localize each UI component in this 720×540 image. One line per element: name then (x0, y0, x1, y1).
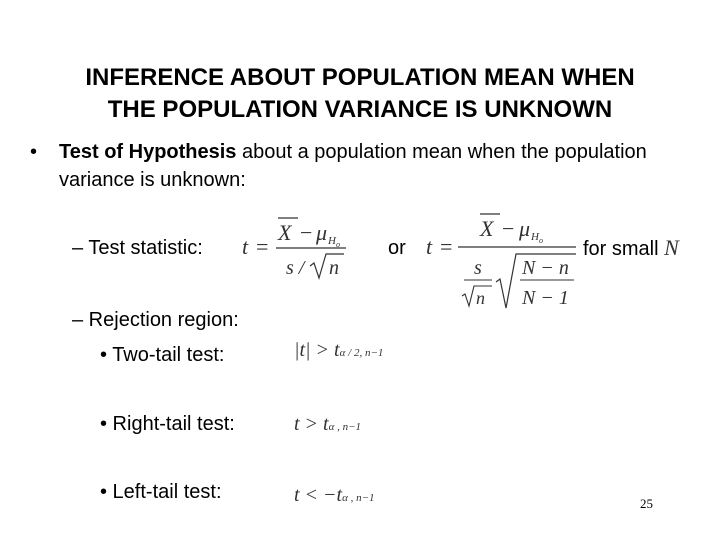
formula2-minus: − (502, 216, 515, 241)
two-tail-formula (294, 338, 383, 365)
rejection-region-label: – Rejection region: (72, 309, 239, 331)
formula-xbar: X (278, 220, 292, 245)
test-statistic-formula (240, 210, 360, 286)
formula-mu: μ (316, 220, 328, 245)
formula-t: t (242, 234, 249, 259)
left-tail-expression: t < −t (294, 484, 343, 506)
title-line-1: INFERENCE ABOUT POPULATION MEAN WHEN (85, 64, 635, 91)
two-tail-label: • Two-tail test: (100, 344, 225, 366)
formula2-mu-sub2: o (539, 236, 543, 245)
formula-equals: = (256, 234, 269, 259)
bullet-marker: • (30, 141, 38, 163)
right-tail-formula (294, 412, 361, 439)
two-tail-subscript: α / 2, n−1 (339, 347, 384, 359)
or-label: or (388, 237, 406, 259)
formula2-t: t (426, 234, 433, 259)
two-tail-expression: |t| > t (294, 339, 340, 361)
left-tail-subscript: α , n−1 (342, 492, 375, 504)
finite-correction-formula (424, 206, 584, 316)
bullet-bold-text: Test of Hypothesis (59, 141, 237, 163)
formula2-N-minus-n: N − n (522, 257, 569, 279)
page-number: 25 (640, 496, 653, 511)
formula2-mu-sub: H (531, 231, 539, 243)
formula2-xbar: X (480, 216, 494, 241)
right-tail-label: • Right-tail test: (100, 413, 235, 435)
formula-mu-sub2: o (336, 240, 340, 249)
left-tail-label: • Left-tail test: (100, 481, 222, 503)
formula2-mu: μ (519, 216, 531, 241)
formula-mu-sub: H (328, 235, 336, 247)
formula2-equals: = (440, 234, 453, 259)
for-small-N: N (664, 235, 679, 260)
for-small-text: for small (583, 238, 659, 260)
bullet-rest-text: about a population mean when the population variance is unknown: (59, 141, 647, 191)
test-statistic-label: – Test statistic: (72, 237, 203, 259)
formula2-s: s (474, 257, 482, 279)
right-tail-subscript: α , n−1 (328, 421, 362, 433)
main-bullet (30, 138, 690, 194)
for-small-label (583, 236, 679, 261)
bullet-text (59, 138, 690, 194)
formula-s-over: s / (286, 257, 305, 279)
formula2-N-minus-1: N − 1 (522, 287, 569, 309)
formula-minus: − (300, 220, 313, 245)
title-line-2: THE POPULATION VARIANCE IS UNKNOWN (107, 96, 613, 123)
left-tail-formula (294, 483, 375, 510)
formula2-n: n (476, 288, 485, 308)
formula-n: n (329, 257, 339, 279)
slide-title (0, 62, 720, 126)
right-tail-expression: t > t (294, 413, 329, 435)
